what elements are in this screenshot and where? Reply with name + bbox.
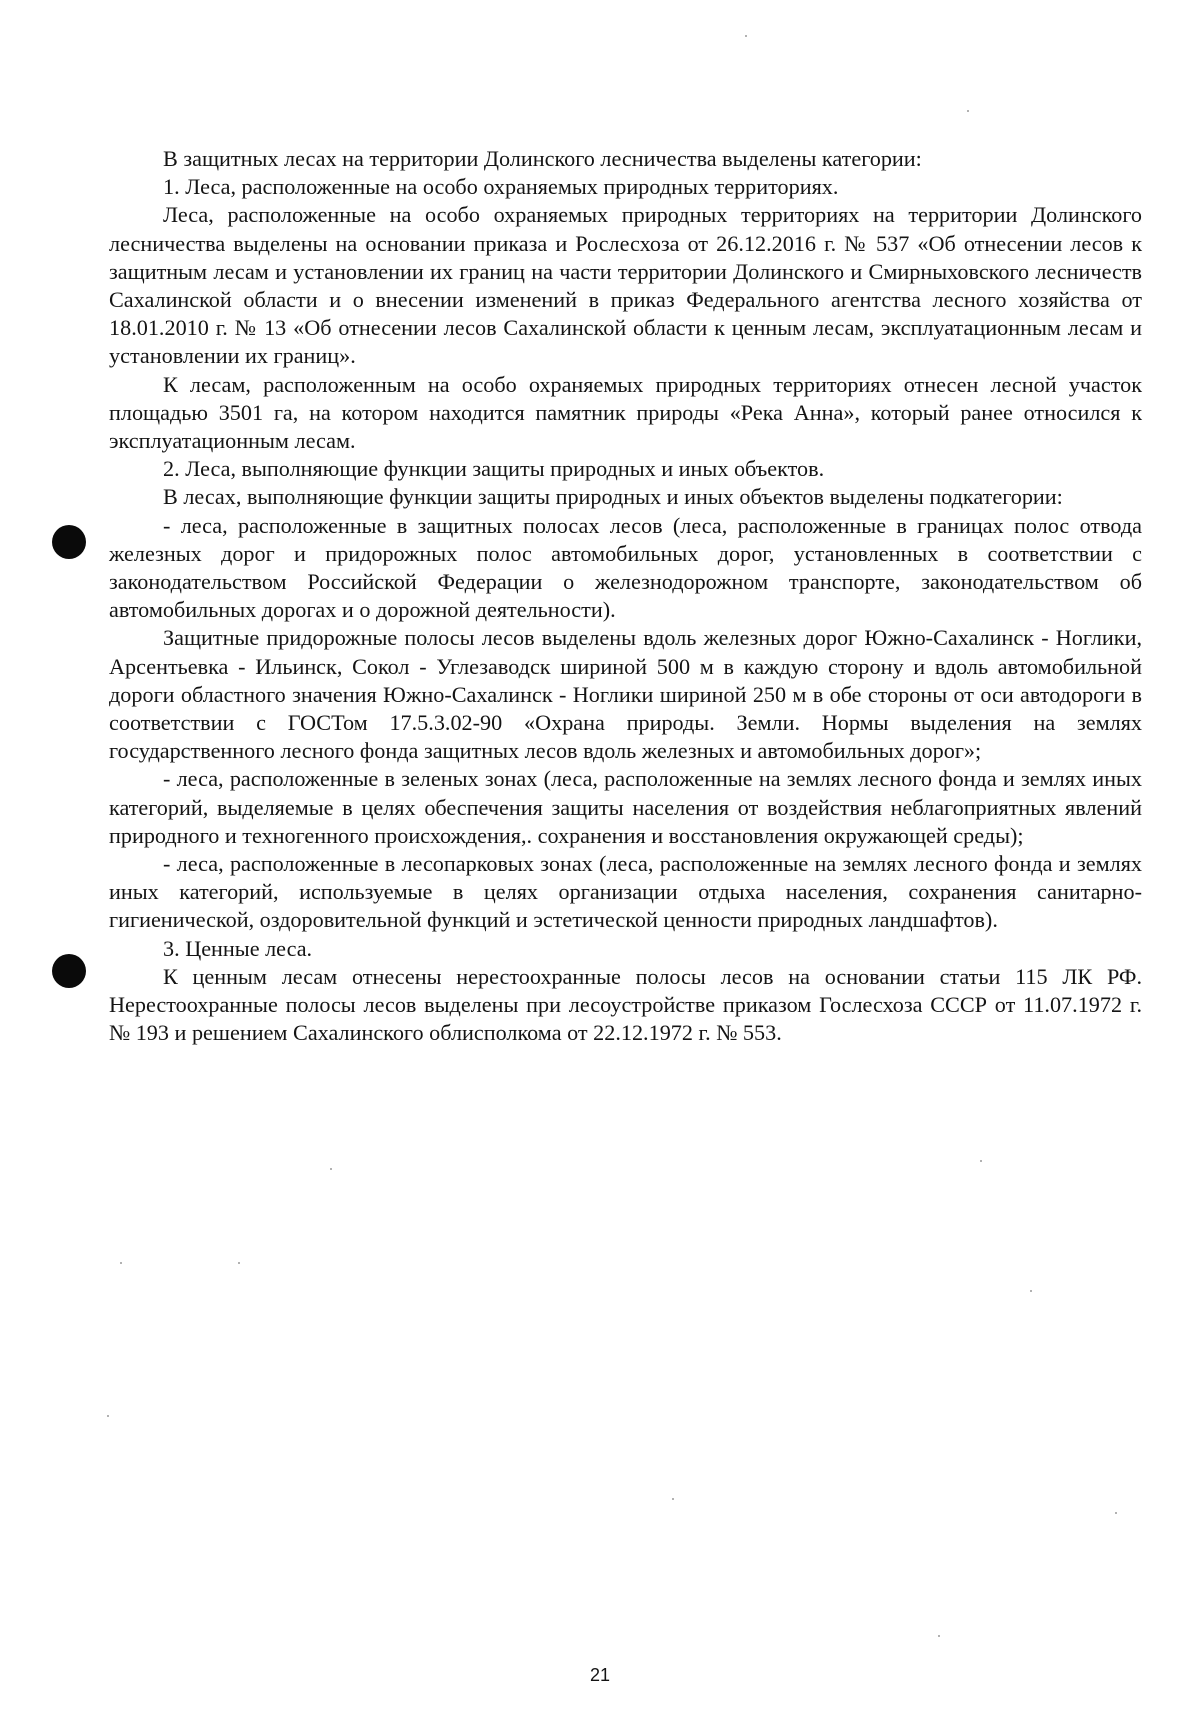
scan-speck [107,1415,109,1417]
paragraph: Защитные придорожные полосы лесов выделены вдоль железных дорог Южно-Сахалинск - Ноглики, Арсентьевка - Ильинск, Сокол - Углезаводск шириной 500 м в каждую сторону и вдоль автомобильной дороги областного значения Южно-Сахалинск - Ноглики шириной 250 м в обе стороны от оси автодороги в соответствии с ГОСТом 17.5.3.02-90 «Охрана природы. Земли. Нормы выделения на землях государственного лесного фонда защитных лесов вдоль железных и автомобильных дорог»; [109,625,1142,764]
punch-hole-bottom [52,954,86,988]
paragraph: 2. Леса, выполняющие функции защиты природных и иных объектов. [163,456,825,482]
scan-speck [1115,1512,1117,1514]
paragraph: К ценным лесам отнесены нерестоохранные полосы лесов на основании статьи 115 ЛК РФ. Нерестоохранные полосы лесов выделены при лесоустройстве приказом Гослесхоза СССР от 11.07.1972 г. № 193 и решением Сахалинского облисполкома от 22.12.1972 г. № 553. [109,963,1142,1046]
scan-speck [980,1160,982,1162]
scan-speck [938,1635,940,1637]
page-number: 21 [589,1665,611,1685]
scan-speck [967,110,969,112]
paragraph: 3. Ценные леса. [163,935,313,961]
scan-speck [330,1168,332,1170]
scan-speck [1030,1290,1032,1292]
paragraph: В защитных лесах на территории Долинского лесничества выделены категории: [163,146,922,171]
scan-speck [672,1498,674,1500]
paragraph: - леса, расположенные в лесопарковых зонах (леса, расположенные на землях лесного фонда и землях иных категорий, используемые в целях организации отдыха населения, сохранения санитарно-гигиенической, оздоровительной функций и эстетической ценности природных ландшафтов). [109,851,1142,933]
punch-hole-top [52,525,86,559]
paragraph: К лесам, расположенным на особо охраняемых природных территориях отнесен лесной участок площадью 3501 га, на котором находится памятник природы «Река Анна», который ранее относился к эксплуатационным лесам. [109,371,1142,454]
scan-speck [745,35,747,37]
body-text [109,145,1142,1048]
paragraph: В лесах, выполняющие функции защиты природных и иных объектов выделены подкатегории: [163,484,1063,510]
paragraph: 1. Леса, расположенные на особо охраняемых природных территориях. [163,174,839,200]
scan-speck [238,1262,240,1264]
scan-speck [120,1262,122,1264]
paragraph: - леса, расположенные в зеленых зонах (леса, расположенные на землях лесного фонда и землях иных категорий, выделяемые в целях обеспечения защиты населения от воздействия неблагоприятных явлений природного и техногенного происхождения,. сохранения и восстановления окружающей среды); [109,766,1142,848]
paragraph: - леса, расположенные в защитных полосах лесов (леса, расположенные в границах полос отвода железных дорог и придорожных полос автомобильных дорог, установленных в соответствии с законодательством Российской Федерации о железнодорожном транспорте, законодательством об автомобильных дорогах и о дорожной деятельности). [109,512,1142,623]
paragraph: Леса, расположенные на особо охраняемых природных территориях на территории Долинского лесничества выделены на основании приказа и Рослесхоза от 26.12.2016 г. № 537 «Об отнесении лесов к защитным лесам и установлении их границ на части территории Долинского и Смирныховского лесничеств Сахалинской области и о внесении изменений в приказ Федерального агентства лесного хозяйства от 18.01.2010 г. № 13 «Об отнесении лесов Сахалинской области к ценным лесам, эксплуатационным лесам и установлении их границ». [109,202,1142,369]
